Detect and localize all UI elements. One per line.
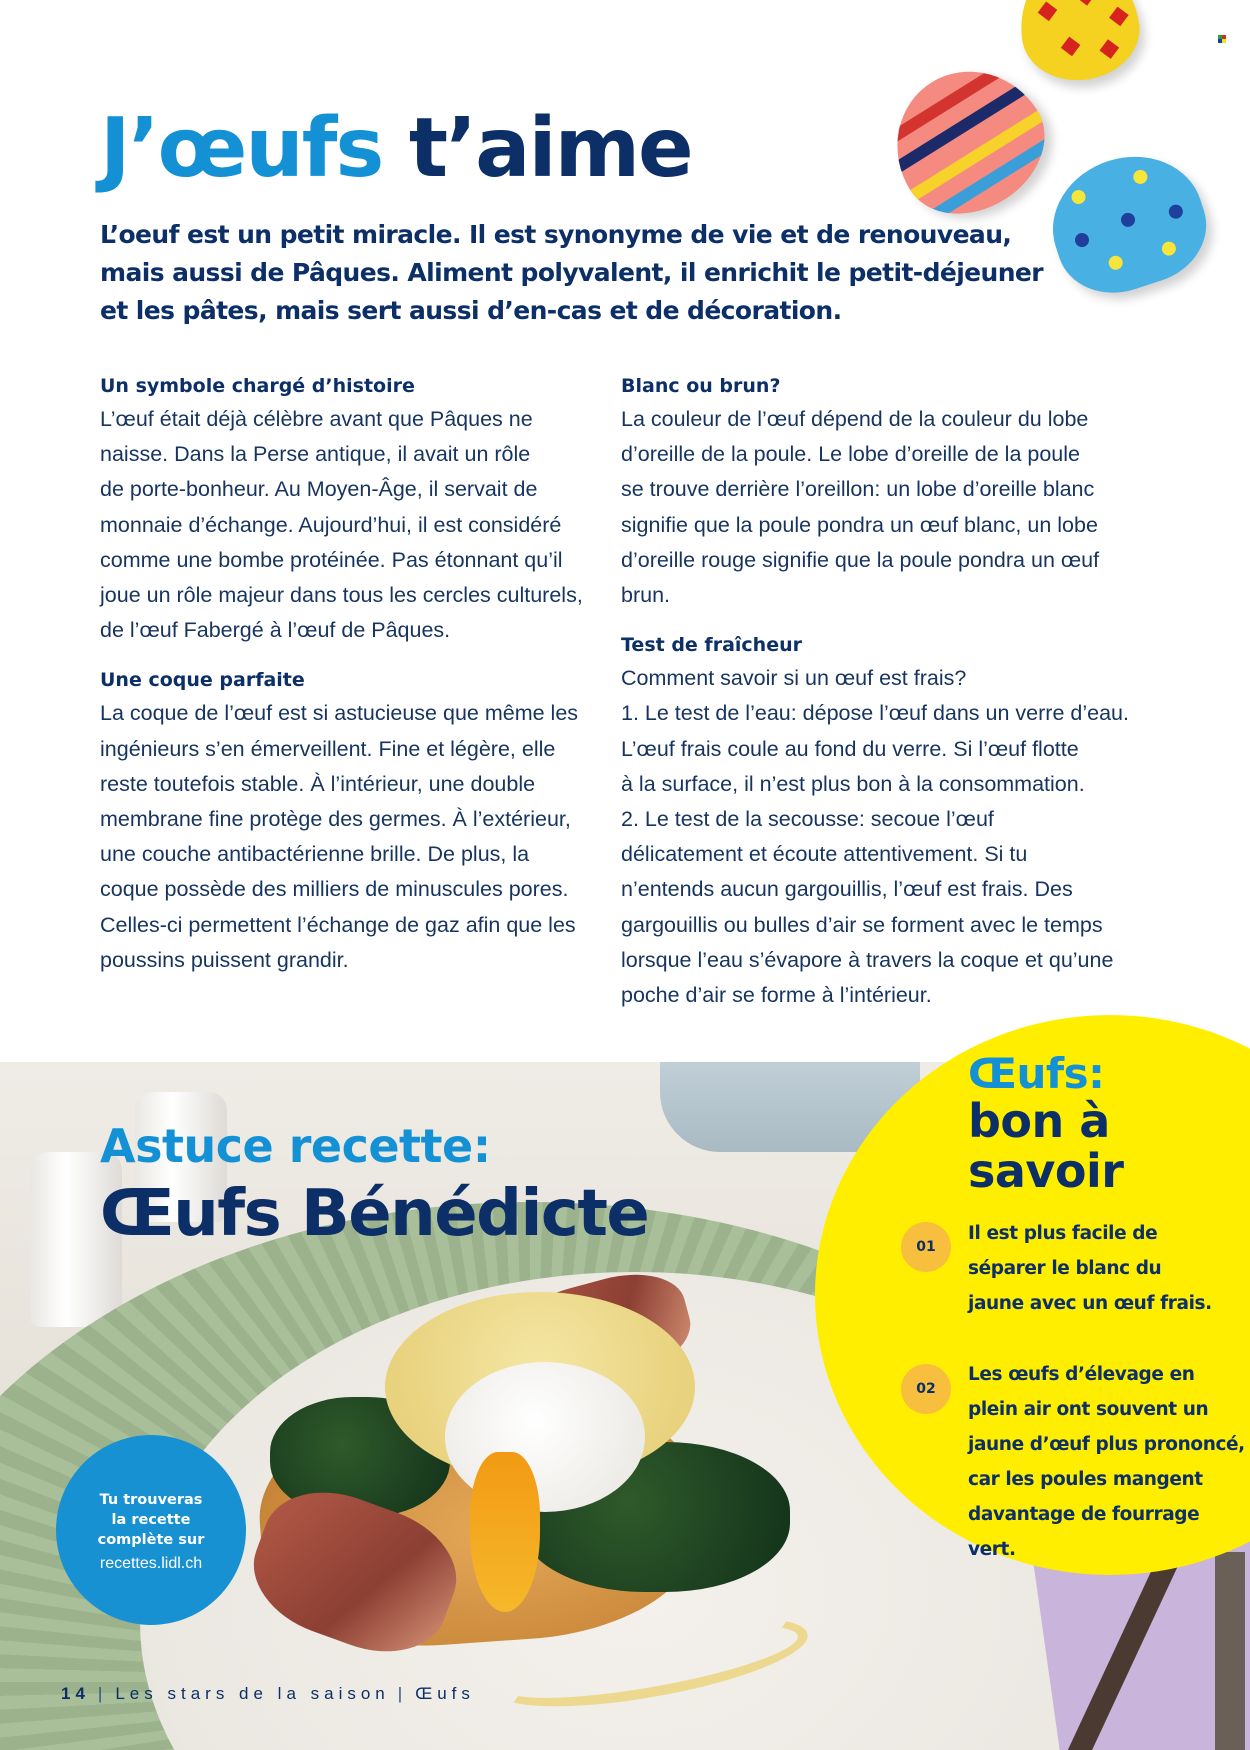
section-body bbox=[621, 402, 1141, 613]
body-line: une couche antibactérienne brille. De plus, la bbox=[100, 842, 530, 867]
tip-line: car les poules mangent bbox=[968, 1469, 1203, 1490]
tip-line: Les œufs d’élevage en bbox=[968, 1364, 1195, 1385]
lead-line: mais aussi de Pâques. Aliment polyvalent, il enrichit le petit-déjeuner bbox=[100, 258, 1044, 287]
page-number: 14 bbox=[61, 1684, 90, 1703]
body-line: membrane fine protège des germes. À l’extérieur, bbox=[100, 807, 571, 832]
body-line: L’œuf était déjà célèbre avant que Pâques ne bbox=[100, 407, 533, 431]
tip-item bbox=[968, 1357, 1250, 1567]
section-history bbox=[100, 370, 620, 648]
section-body bbox=[100, 696, 620, 978]
right-column bbox=[621, 370, 1141, 1029]
tips-heading-b bbox=[968, 1096, 1250, 1196]
body-line: monnaie d’échange. Aujourd’hui, il est considéré bbox=[100, 512, 562, 537]
tip-line: jaune avec un œuf frais. bbox=[968, 1293, 1212, 1314]
section-freshness bbox=[621, 629, 1141, 1013]
tip-item bbox=[968, 1216, 1250, 1321]
tip-number-badge: 01 bbox=[901, 1222, 951, 1272]
body-line: joue un rôle majeur dans tous les cercles culturels, bbox=[100, 583, 583, 608]
body-line: n’entends aucun gargouillis, l’œuf est frais. Des bbox=[621, 877, 1073, 902]
body-line: à la surface, il n’est plus bon à la consommation. bbox=[621, 771, 1085, 796]
lead-paragraph bbox=[100, 216, 1060, 330]
body-line: La couleur de l’œuf dépend de la couleur du lobe bbox=[621, 407, 1089, 431]
title-part-1: J’œufs bbox=[100, 101, 383, 196]
body-line: Comment savoir si un œuf est frais? bbox=[621, 666, 967, 691]
recipe-label: Astuce recette: bbox=[100, 1119, 491, 1173]
body-line: 1. Le test de l’eau: dépose l’œuf dans un verre d’eau. bbox=[621, 701, 1129, 726]
body-line: gargouillis ou bulles d’air se forment avec le temps bbox=[621, 912, 1103, 937]
body-line: coque possède des milliers de minuscules pores. bbox=[100, 877, 569, 902]
tip-line: Il est plus facile de bbox=[968, 1223, 1158, 1244]
body-line: signifie que la poule pondra un œuf blanc, un lobe bbox=[621, 512, 1098, 537]
section-body bbox=[100, 402, 620, 648]
egg-yolk-image bbox=[470, 1452, 540, 1612]
body-line: de porte-bonheur. Au Moyen-Âge, il servait de bbox=[100, 477, 538, 502]
separator: | bbox=[397, 1684, 408, 1703]
section-shell bbox=[100, 664, 620, 978]
body-line: La coque de l’œuf est si astucieuse que même les bbox=[100, 701, 579, 726]
section-color bbox=[621, 370, 1141, 613]
recipe-url-link[interactable]: recettes.lidl.ch bbox=[99, 1555, 203, 1572]
body-line: poussins puissent grandir. bbox=[100, 947, 349, 972]
section-heading: Une coque parfaite bbox=[100, 669, 305, 692]
left-column bbox=[100, 370, 620, 994]
badge-line: complète sur bbox=[97, 1532, 205, 1548]
print-color-mark-icon bbox=[1218, 35, 1226, 43]
body-line: ingénieurs s’en émerveillent. Fine et légère, elle bbox=[100, 736, 556, 761]
body-line: de l’œuf Fabergé à l’œuf de Pâques. bbox=[100, 618, 451, 643]
cutlery-image bbox=[1215, 1552, 1245, 1750]
body-line: naisse. Dans la Perse antique, il avait un rôle bbox=[100, 442, 531, 467]
section-heading: Un symbole chargé d’histoire bbox=[100, 375, 415, 397]
title-part-2: t’aime bbox=[408, 101, 692, 196]
footer-topic: Œufs bbox=[415, 1684, 475, 1703]
body-line: Celles-ci permettent l’échange de gaz afin que les bbox=[100, 912, 576, 937]
separator: | bbox=[97, 1684, 108, 1703]
footer-section: Les stars de la saison bbox=[115, 1684, 390, 1703]
tips-heading bbox=[968, 1049, 1250, 1198]
tip-line: séparer le blanc du bbox=[968, 1258, 1162, 1279]
tip-number-badge: 02 bbox=[901, 1364, 951, 1414]
recipe-link-badge[interactable] bbox=[56, 1435, 246, 1625]
body-line: d’oreille rouge signifie que la poule pondra un œuf bbox=[621, 547, 1100, 572]
body-line: 2. Le test de la secousse: secoue l’œuf bbox=[621, 807, 994, 832]
tip-line: plein air ont souvent un bbox=[968, 1399, 1209, 1420]
body-line: d’oreille de la poule. Le lobe d’oreille de la poule bbox=[621, 442, 1080, 467]
body-line: brun. bbox=[621, 583, 671, 608]
body-line: lorsque l’eau s’évapore à travers la coque et qu’une bbox=[621, 947, 1114, 972]
page-title bbox=[100, 101, 692, 196]
body-line: délicatement et écoute attentivement. Si tu bbox=[621, 842, 1028, 867]
body-line: reste toutefois stable. À l’intérieur, une double bbox=[100, 771, 536, 796]
badge-line: Tu trouveras bbox=[99, 1492, 203, 1508]
body-line: L’œuf frais coule au fond du verre. Si l’œuf flotte bbox=[621, 736, 1079, 761]
badge-line: la recette bbox=[111, 1512, 191, 1528]
heading-line: savoir bbox=[968, 1144, 1124, 1198]
lead-line: et les pâtes, mais sert aussi d’en-cas et de décoration. bbox=[100, 296, 842, 325]
recipe-name: Œufs Bénédicte bbox=[100, 1177, 649, 1251]
tip-line: jaune d’œuf plus prononcé, bbox=[968, 1434, 1245, 1455]
section-heading: Blanc ou brun? bbox=[621, 375, 781, 397]
section-heading: Test de fraîcheur bbox=[621, 634, 802, 657]
tip-line: davantage de fourrage vert. bbox=[968, 1504, 1200, 1560]
body-line: comme une bombe protéinée. Pas étonnant qu’il bbox=[100, 547, 563, 572]
body-line: se trouve derrière l’oreillon: un lobe d’oreille blanc bbox=[621, 477, 1095, 502]
lead-line: L’oeuf est un petit miracle. Il est synonyme de vie et de renouveau, bbox=[100, 220, 1012, 249]
tips-heading-a: Œufs: bbox=[968, 1049, 1105, 1098]
body-line: poche d’air se forme à l’intérieur. bbox=[621, 983, 932, 1008]
badge-text bbox=[76, 1490, 226, 1550]
heading-line: bon à bbox=[968, 1094, 1110, 1148]
page-footer bbox=[61, 1684, 475, 1704]
section-body bbox=[621, 661, 1141, 1013]
